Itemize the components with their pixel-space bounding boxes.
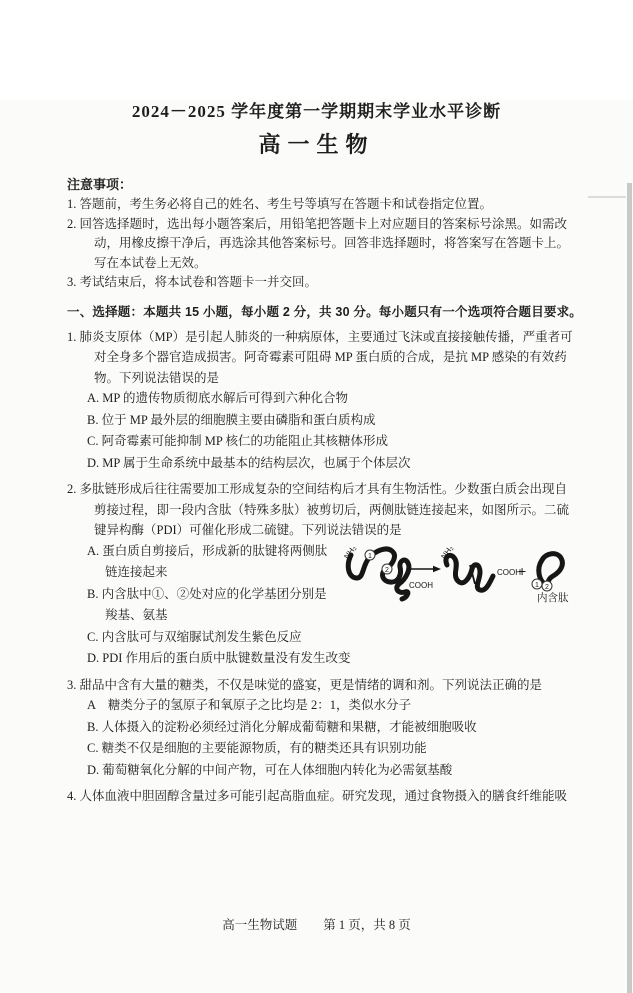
question-1-number: 1.	[67, 329, 77, 344]
intein-circled-number-2	[542, 581, 552, 591]
page-footer	[0, 915, 633, 935]
svg-text:2: 2	[385, 566, 389, 574]
question-1-option-c: C. 阿奇霉素可能抑制 MP 核仁的功能阻止其核糖体形成	[87, 434, 388, 448]
cooh-label-left: COOH	[409, 580, 433, 590]
question-1-text: 肺炎支原体（MP）是引起人肺炎的一种病原体，主要通过飞沫或直接接触传播，严重者可对全身多个器官造成损害。阿奇霉素可阻碍 MP 蛋白质的合成，是抗 MP 感染的有效药物。下列说法错误的是	[79, 329, 573, 385]
plus-sign: +	[518, 562, 527, 579]
nh2-label-middle: NH₂	[439, 543, 456, 561]
question-3-number: 3.	[67, 677, 77, 692]
spliced-protein-squiggle	[446, 555, 493, 590]
question-3-option-b: B. 人体摄入的淀粉必须经过消化分解成葡萄糖和果糖，才能被细胞吸收	[87, 719, 477, 734]
question-3-options	[87, 695, 575, 781]
question-2-options-and-figure	[67, 541, 575, 627]
circled-number-1	[365, 550, 375, 560]
question-4-stem	[67, 786, 575, 807]
question-2-stem	[67, 479, 575, 541]
exam-title: 2024－2025 学年度第一学期期末学业水平诊断	[131, 102, 502, 121]
notice-item-2: 2. 回答选择题时，选出每小题答案后，用铅笔把答题卡上对应题目的答案标号涂黑。如需改动，用橡皮擦干净后，再选涂其他答案标号。回答非选择题时，将答案写在答题卡上。写在本试卷上无效。	[67, 216, 570, 270]
question-3-stem	[67, 675, 575, 696]
question-2-options-left	[87, 541, 339, 627]
scan-artifact-right	[627, 183, 632, 993]
question-1	[67, 327, 575, 475]
notices-header: 注意事项：	[67, 177, 133, 192]
question-3-option-c: C. 糖类不仅是细胞的主要能源物质，有的糖类还具有识别功能	[87, 741, 427, 755]
question-2-option-a: A. 蛋白质自剪接后，形成新的肽键将两侧肽链连接起来	[87, 543, 328, 579]
notices	[67, 174, 575, 293]
circled-number-2	[382, 564, 392, 574]
notice-item-1: 1. 答题前，考生务必将自己的姓名、考生号等填写在答题卡和试卷指定位置。	[67, 197, 493, 211]
svg-text:2: 2	[545, 583, 549, 591]
svg-text:1: 1	[368, 552, 372, 560]
question-3-option-d: D. 葡萄糖氧化分解的中间产物，可在人体细胞内转化为必需氨基酸	[87, 762, 453, 777]
notice-item-3: 3. 考试结束后，将本试卷和答题卡一并交回。	[67, 275, 318, 289]
question-2-option-b: B. 内含肽中①、②处对应的化学基团分别是羧基、氨基	[87, 586, 327, 622]
question-3-text: 甜品中含有大量的糖类，不仅是味觉的盛宴，更是情绪的调和剂。下列说法正确的是	[79, 677, 543, 692]
scan-artifact-top	[588, 196, 626, 198]
intein-circled-number-1	[532, 579, 542, 589]
question-1-option-b: B. 位于 MP 最外层的细胞膜主要由磷脂和蛋白质构成	[87, 412, 376, 427]
reaction-arrow	[409, 565, 441, 571]
question-3	[67, 675, 575, 782]
footer-doc-title: 高一生物试题	[222, 918, 298, 932]
protein-splicing-figure	[341, 539, 573, 607]
nh2-label-left: NH₂	[342, 543, 359, 561]
svg-text:1: 1	[535, 581, 539, 589]
question-2	[67, 479, 575, 670]
footer-page-number: 第 1 页，共 8 页	[323, 918, 411, 932]
exam-subject: 高一生物	[258, 132, 375, 157]
exam-page	[0, 100, 633, 993]
question-1-option-a: A. MP 的遗传物质彻底水解后可得到六种化合物	[87, 391, 349, 405]
exam-body	[0, 174, 633, 807]
intein-caption: 内含肽	[537, 591, 569, 604]
question-1-options	[87, 388, 575, 474]
question-2-option-d: D. PDI 作用后的蛋白质中肽键数量没有发生改变	[87, 651, 351, 665]
cooh-label-middle: COOH	[497, 567, 521, 577]
question-1-option-d: D. MP 属于生命系统中最基本的结构层次，也属于个体层次	[87, 455, 411, 470]
question-2-options-bottom	[87, 627, 575, 670]
question-4-text: 人体血液中胆固醇含量过多可能引起高脂血症。研究发现，通过食物摄入的膳食纤维能吸	[79, 789, 568, 803]
question-3-option-a: A 糖类分子的氢原子和氧原子之比均是 2：1，类似水分子	[87, 698, 411, 712]
precursor-protein-squiggle	[348, 548, 409, 598]
section-header: 一、选择题：本题共 15 小题，每小题 2 分，共 30 分。每小题只有一个选项符合题目要求。	[67, 304, 582, 319]
question-1-stem	[67, 327, 575, 389]
question-4	[67, 786, 575, 807]
question-2-number: 2.	[67, 482, 77, 496]
question-2-text: 多肽链形成后往往需要加工形成复杂的空间结构后才具有生物活性。少数蛋白质会出现自剪接过程，即一段内含肽（特殊多肽）被剪切后，两侧肽链连接起来，如图所示。二硫键异构酶（PDI）可催化形成二硫键。下列说法错误的是	[79, 482, 570, 537]
question-2-option-c: C. 内含肽可与双缩脲试剂发生紫色反应	[87, 629, 302, 644]
question-4-number: 4.	[67, 789, 77, 803]
